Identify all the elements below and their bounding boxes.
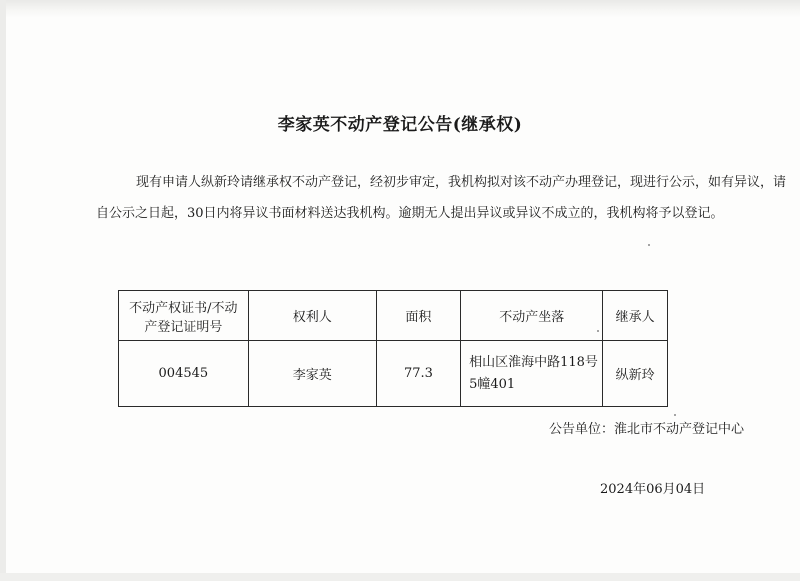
- table-row: [119, 341, 668, 407]
- cell-heir: 纵新玲: [603, 341, 668, 407]
- issuer-line: 公告单位：淮北市不动产登记中心: [549, 422, 745, 437]
- registration-table: [118, 290, 668, 407]
- cell-area: 77.3: [376, 341, 460, 407]
- scan-speck: [597, 330, 599, 332]
- header-location: 不动产坐落: [461, 291, 603, 341]
- header-area: 面积: [376, 291, 460, 341]
- table-header-row: [119, 291, 668, 341]
- header-owner: 权利人: [248, 291, 376, 341]
- scan-edge-top: [0, 0, 800, 18]
- cell-location: 相山区淮海中路118号5幢401: [461, 341, 603, 407]
- scan-speck: [674, 414, 676, 416]
- header-cert-no: 不动产权证书/不动产登记证明号: [119, 291, 249, 341]
- notice-title: 李家英不动产登记公告(继承权): [277, 115, 523, 135]
- notice-paragraph: 现有申请人纵新玲请继承权不动产登记，经初步审定，我机构拟对该不动产办理登记，现进行公示，如有异议，请自公示之日起，30日内将异议书面材料送达我机构。逾期无人提出异议或异议不成立的，我机构将予以登记。: [96, 175, 787, 221]
- cell-owner: 李家英: [248, 341, 376, 407]
- scan-edge-left: [0, 0, 6, 581]
- header-heir: 继承人: [603, 291, 668, 341]
- cell-cert-no: 004545: [119, 341, 249, 407]
- scan-edge-bottom: [0, 573, 800, 581]
- notice-date: 2024年06月04日: [600, 482, 706, 497]
- scan-speck: [648, 244, 650, 246]
